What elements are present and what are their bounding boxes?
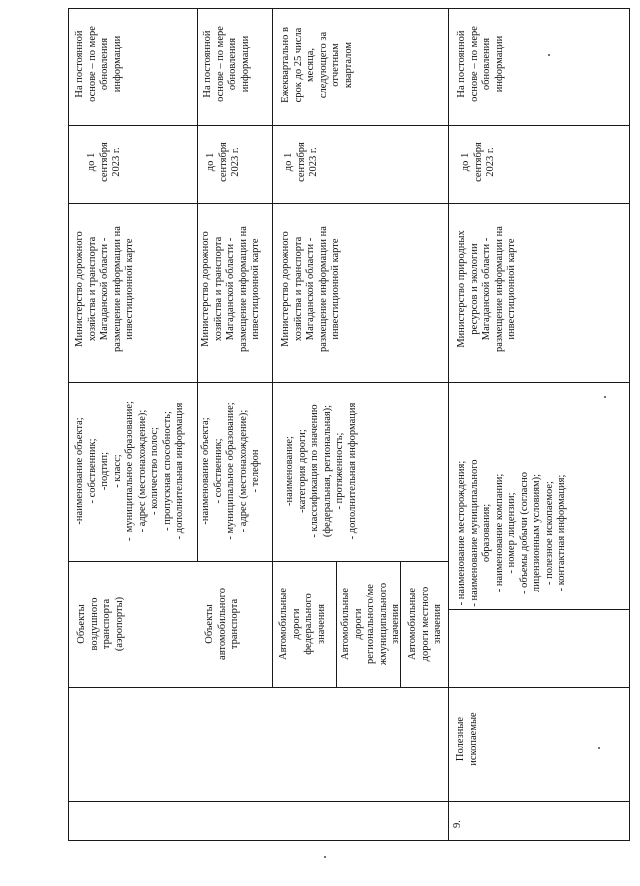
row-separator-1 — [197, 8, 198, 562]
object-local-roads: Автомобильные дороги местного значения — [407, 586, 443, 662]
table-border-left — [68, 8, 69, 841]
fields-minerals: - наименование месторождения; - наименование муниципального образования; - наименование компании; - номер лицензии; - объемы добычи (согласно лицензионным условиям); - полезное ископаемое; - контактная информация; — [456, 459, 567, 607]
object-auto-transport: Объекты автомобильного транспорта — [204, 588, 240, 660]
column-divider-fields — [68, 382, 629, 383]
responsible-air-transport: Министерство дорожного хозяйства и транспорта Магаданской области - размещение информации на инвестиционной карте — [74, 226, 135, 352]
scan-speck — [598, 747, 600, 749]
category-label: Полезные ископаемые — [455, 712, 479, 766]
frequency-auto-transport: На постоянной основе – по мере обновления информации — [202, 26, 251, 102]
responsible-roads: Министерство дорожного хозяйства и транспорта Магаданской области - размещение информации на инвестиционной карте — [280, 226, 341, 352]
row-separator-2 — [272, 8, 273, 562]
row-separator-category-upper — [272, 562, 273, 688]
frequency-minerals: На постоянной основе – по мере обновления информации — [456, 26, 505, 102]
frequency-roads: Ежеквартально в срок до 25 числа месяца, следующего за отчетным кварталом — [280, 27, 354, 103]
row-separator-3 — [448, 8, 449, 841]
scan-speck — [324, 856, 326, 858]
deadline-auto-transport: до 1 сентября 2023 г. — [205, 142, 241, 182]
fields-auto-transport: -наименование объекта; - собственник; - муниципальное образование; - адрес (местонахождение); - телефон — [200, 402, 261, 540]
column-divider-responsible — [68, 203, 629, 204]
column-divider-number — [68, 801, 629, 802]
column-divider-object — [68, 561, 448, 562]
column-divider-category — [68, 687, 629, 688]
deadline-roads: до 1 сентября 2023 г. — [283, 142, 319, 182]
frequency-air-transport: На постоянной основе – по мере обновления информации — [74, 26, 123, 102]
scan-speck — [604, 396, 606, 398]
deadline-air-transport: до 1 сентября 2023 г. — [86, 142, 122, 182]
table-border-right — [629, 8, 630, 841]
responsible-minerals: Министерство природных ресурсов и экологии Магаданской области - размещение информации на инвестиционной карте — [456, 226, 517, 352]
deadline-minerals: до 1 сентября 2023 г. — [460, 142, 496, 182]
fields-roads: -наименование; -категория дороги; - классификация по значению (федеральная, региональная); - протяженность; - дополнительная информация — [284, 402, 358, 540]
column-divider-deadline — [68, 125, 629, 126]
object-air-transport: Объекты воздушного транспорта (аэропорты) — [76, 596, 125, 652]
scan-speck — [548, 54, 550, 56]
responsible-auto-transport: Министерство дорожного хозяйства и транспорта Магаданской области - размещение информации на инвестиционной карте — [200, 226, 261, 352]
table-border-bottom — [68, 840, 629, 841]
row-separator-road-a — [336, 562, 337, 688]
fields-air-transport: -наименование объекта; - собственник; -подтип; - класс; - муниципальное образование; - адрес (местонахождение); - количество полос; - пропускная способность; - дополнительная информация — [74, 401, 185, 541]
object-federal-roads: Автомобильные дороги федерального значения — [278, 588, 327, 660]
object-regional-roads: Автомобильные дороги регионального/ме жмуниципального значения — [340, 582, 401, 666]
row-number: 9. — [452, 820, 463, 828]
